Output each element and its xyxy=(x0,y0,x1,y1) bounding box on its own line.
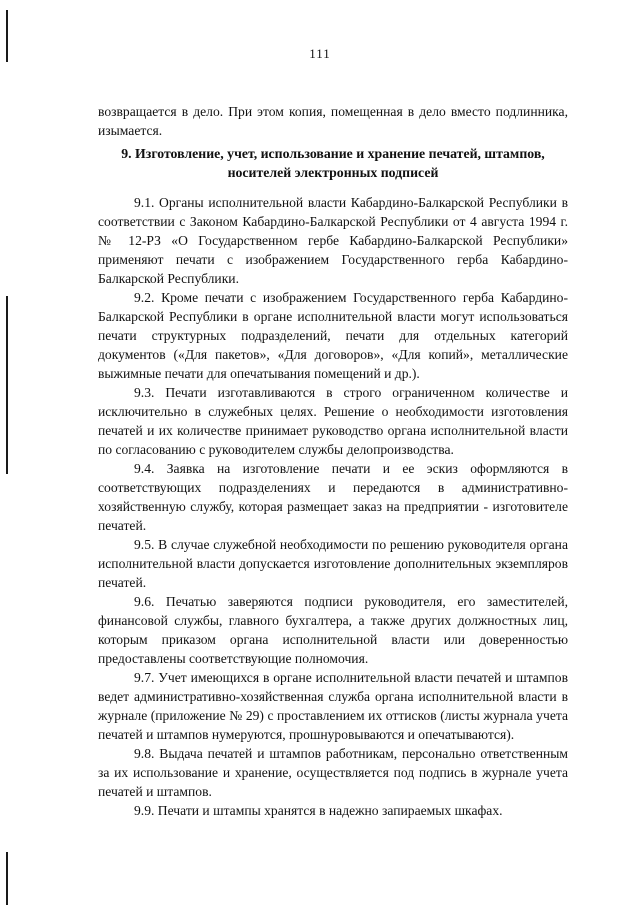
paragraph-9-9: 9.9. Печати и штампы хранятся в надежно запираемых шкафах. xyxy=(134,803,503,818)
intro-text: возвращается в дело. При этом копия, помещенная в дело вместо подлинника, изымается. xyxy=(98,103,568,138)
paragraph-9-7: 9.7. Учет имеющихся в органе исполнительной власти печатей и штампов ведет административно-хозяйственная служба органа исполнительной власти в журнале (приложение № 29) с проставлением их оттисков (листы журнала учета печатей и штампов нумеруются, прошнуровываются и опечатываются). xyxy=(98,670,568,742)
scan-edge-mark-middle xyxy=(6,296,8,474)
scan-edge-mark-bottom xyxy=(6,852,8,905)
paragraph-9-6: 9.6. Печатью заверяются подписи руководителя, его заместителей, финансовой службы, главного бухгалтера, а также других должностных лиц, которым приказом органа исполнительной власти или доверенностью предоставлены соответствующие полномочия. xyxy=(98,594,568,666)
paragraph-9-2: 9.2. Кроме печати с изображением Государственного герба Кабардино-Балкарской Республики в органе исполнительной власти могут использоваться печати структурных подразделений, печати для отдельных категорий документов («Для пакетов», «Для договоров», «Для копий», металлические выжимные печати для опечатывания помещений и др.). xyxy=(98,290,568,381)
paragraph-9-5: 9.5. В случае служебной необходимости по решению руководителя органа исполнительной власти допускается изготовление дополнительных экземпляров печатей. xyxy=(98,537,568,590)
section-heading: 9. Изготовление, учет, использование и хранение печатей, штампов, носителей электронных подписей xyxy=(121,146,545,180)
paragraph-9-4: 9.4. Заявка на изготовление печати и ее эскиз оформляются в соответствующих подразделениях и передаются в административно-хозяйственную службу, которая размещает заказ на предприятии - изготовителе печатей. xyxy=(98,461,568,533)
paragraph-9-3: 9.3. Печати изготавливаются в строго ограниченном количестве и исключительно в служебных целях. Решение о необходимости изготовления печатей и их количестве принимает руководство органа исполнительной власти по согласованию с руководителем службы делопроизводства. xyxy=(98,385,568,457)
page-number: 111 xyxy=(309,46,331,61)
paragraph-9-1: 9.1. Органы исполнительной власти Кабардино-Балкарской Республики в соответствии с Законом Кабардино-Балкарской Республики от 4 августа 1994 г. № 12-РЗ «О Государственном гербе Кабардино-Балкарской Республики» применяют печати с изображением Государственного герба Кабардино-Балкарской Республики. xyxy=(98,195,568,286)
paragraph-9-8: 9.8. Выдача печатей и штампов работникам, персонально ответственным за их использование и хранение, осуществляется под подпись в журнале учета печатей и штампов. xyxy=(98,746,568,799)
section-body xyxy=(98,193,568,820)
